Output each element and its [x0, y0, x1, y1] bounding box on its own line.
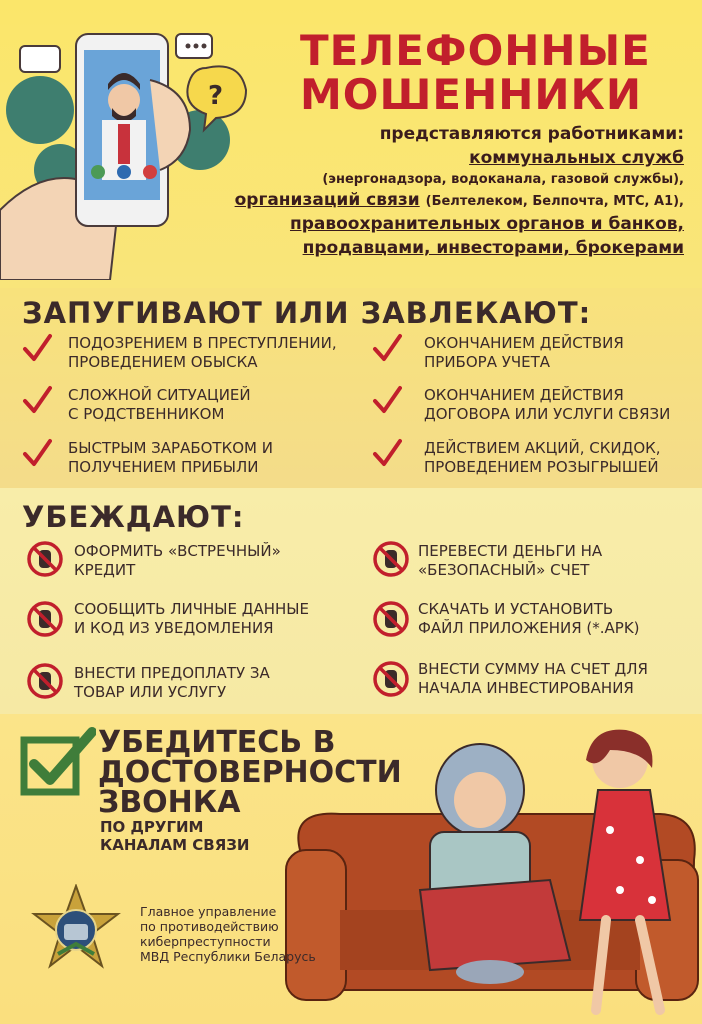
- persuade-section-title: УБЕЖДАЮТ:: [22, 500, 245, 534]
- big-check-icon: [20, 726, 96, 798]
- phone-hand-illustration: [0, 20, 270, 280]
- telecom-row: [235, 190, 684, 210]
- intro-text: представляются работниками:: [379, 124, 684, 144]
- cta-sub-1: ПО ДРУГИМ: [100, 818, 204, 836]
- cta-line-3: ЗВОНКА: [98, 785, 241, 820]
- utilities-line: коммунальных служб: [469, 148, 684, 168]
- cta-line-2: ДОСТОВЕРНОСТИ: [98, 755, 402, 790]
- telecom-detail: (Белтелеком, Белпочта, МТС, A1),: [425, 194, 684, 209]
- list-item: ВНЕСТИ ПРЕДОПЛАТУ ЗА ТОВАР ИЛИ УСЛУГУ: [74, 664, 270, 701]
- law-line: правоохранительных органов и банков,: [289, 214, 684, 234]
- checkmark-icon: [22, 438, 52, 468]
- utilities-detail: (энергонадзора, водоканала, газовой службы),: [322, 172, 684, 187]
- sellers-line: продавцами, инвесторами, брокерами: [302, 238, 684, 258]
- list-item: ОКОНЧАНИЕМ ДЕЙСТВИЯ ПРИБОРА УЧЕТА: [424, 334, 624, 371]
- stop-hand-icon: [26, 600, 64, 638]
- cta-sub-2: КАНАЛАМ СВЯЗИ: [100, 836, 250, 854]
- couch-illustration: [280, 720, 702, 1024]
- checkmark-icon: [372, 385, 402, 415]
- list-item: ПОДОЗРЕНИЕМ В ПРЕСТУПЛЕНИИ, ПРОВЕДЕНИЕМ ОБЫСКА: [68, 334, 337, 371]
- scare-section-title: ЗАПУГИВАЮТ ИЛИ ЗАВЛЕКАЮТ:: [22, 296, 592, 330]
- checkmark-icon: [372, 333, 402, 363]
- mvd-emblem-icon: [28, 884, 124, 980]
- stop-hand-icon: [372, 660, 410, 698]
- list-item: СЛОЖНОЙ СИТУАЦИЕЙ С РОДСТВЕННИКОМ: [68, 386, 251, 423]
- checkmark-icon: [22, 333, 52, 363]
- checkmark-icon: [372, 438, 402, 468]
- checkmark-icon: [22, 385, 52, 415]
- list-item: ВНЕСТИ СУММУ НА СЧЕТ ДЛЯ НАЧАЛА ИНВЕСТИРОВАНИЯ: [418, 660, 648, 697]
- svg-text:?: ?: [208, 81, 224, 111]
- list-item: БЫСТРЫМ ЗАРАБОТКОМ И ПОЛУЧЕНИЕМ ПРИБЫЛИ: [68, 439, 273, 476]
- title-line-2: МОШЕННИКИ: [300, 70, 643, 119]
- stop-hand-icon: [26, 540, 64, 578]
- stop-hand-icon: [372, 540, 410, 578]
- stop-hand-icon: [26, 662, 64, 700]
- title-line-1: ТЕЛЕФОННЫЕ: [300, 26, 651, 75]
- stop-hand-icon: [372, 600, 410, 638]
- list-item: ОКОНЧАНИЕМ ДЕЙСТВИЯ ДОГОВОРА ИЛИ УСЛУГИ СВЯЗИ: [424, 386, 671, 423]
- list-item: ПЕРЕВЕСТИ ДЕНЬГИ НА «БЕЗОПАСНЫЙ» СЧЕТ: [418, 542, 603, 579]
- telecom-line: организаций связи: [234, 190, 420, 210]
- list-item: ДЕЙСТВИЕМ АКЦИЙ, СКИДОК, ПРОВЕДЕНИЕМ РОЗЫГРЫШЕЙ: [424, 439, 661, 476]
- list-item: СКАЧАТЬ И УСТАНОВИТЬ ФАЙЛ ПРИЛОЖЕНИЯ (*.APK): [418, 600, 640, 637]
- list-item: ОФОРМИТЬ «ВСТРЕЧНЫЙ» КРЕДИТ: [74, 542, 281, 579]
- organization-name: Главное управление по противодействию киберпреступности МВД Республики Беларусь: [140, 904, 316, 964]
- cta-line-1: УБЕДИТЕСЬ В: [98, 725, 336, 760]
- list-item: СООБЩИТЬ ЛИЧНЫЕ ДАННЫЕ И КОД ИЗ УВЕДОМЛЕНИЯ: [74, 600, 310, 637]
